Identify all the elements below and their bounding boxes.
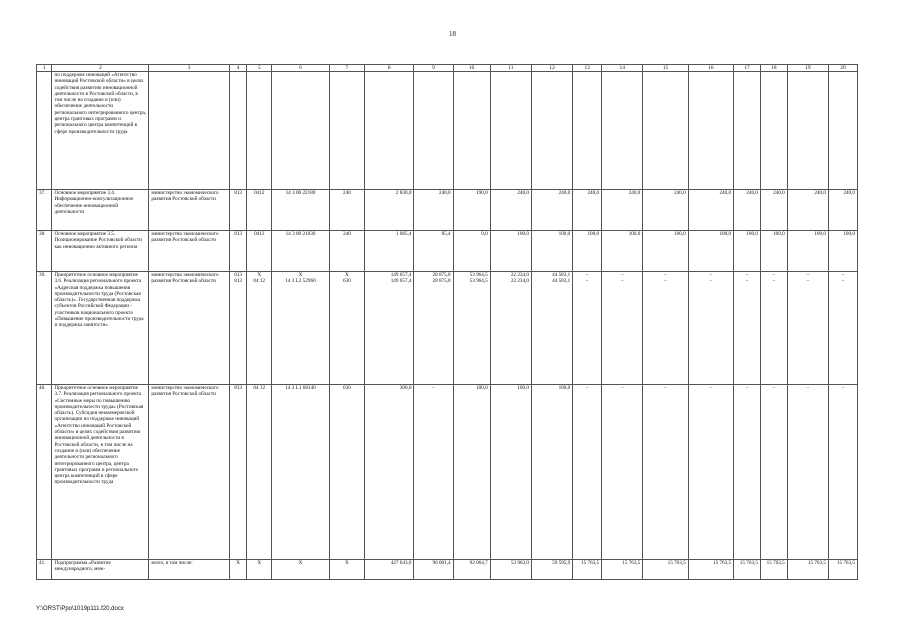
empty-cell <box>787 72 828 190</box>
column-number: 17 <box>734 65 761 72</box>
empty-cell <box>229 72 247 190</box>
code-value: 240 <box>343 190 351 196</box>
amount-value: – <box>432 385 435 391</box>
column-number: 20 <box>829 65 858 72</box>
code-value: 14 3 00 21030 <box>285 231 316 237</box>
code-value: X <box>236 560 240 566</box>
amount-value: – <box>709 272 713 278</box>
table-row <box>37 231 858 272</box>
row-number: 37. <box>37 190 52 231</box>
column-number: 9 <box>414 65 453 72</box>
code-c7 <box>329 560 364 580</box>
amount-value: – <box>709 385 713 391</box>
column-number: 5 <box>247 65 272 72</box>
empty-cell <box>272 72 330 190</box>
amount-cell <box>490 190 531 231</box>
amount-value: 240,0 <box>558 190 571 196</box>
empty-cell <box>149 72 229 190</box>
amount-value: – <box>772 385 776 391</box>
amount-value: 100,0 <box>773 231 785 237</box>
code-value: 0412 <box>254 231 265 237</box>
amount-cell <box>734 272 761 385</box>
code-value: 04 12 <box>253 278 266 285</box>
code-value: 240 <box>343 231 351 237</box>
code-c4 <box>229 272 247 385</box>
amount-cell <box>532 272 573 385</box>
code-value: 813 <box>234 190 242 196</box>
amount-cell <box>490 560 531 580</box>
budget-table <box>36 64 858 580</box>
amount-cell <box>414 385 453 560</box>
amount-cell <box>364 190 414 231</box>
column-number: 12 <box>532 65 573 72</box>
table-row <box>37 385 858 560</box>
amount-value: – <box>806 385 810 391</box>
empty-cell <box>247 72 272 190</box>
amount-cell <box>490 272 531 385</box>
amount-cell <box>573 272 602 385</box>
amount-cell <box>688 272 733 385</box>
amount-cell <box>643 190 688 231</box>
amount-value: 190,0 <box>476 190 488 196</box>
amount-value: 85,4 <box>441 231 451 237</box>
amount-value: 15 763,5 <box>580 560 600 566</box>
code-c4 <box>229 190 247 231</box>
amount-cell <box>829 231 858 272</box>
amount-cell <box>829 560 858 580</box>
amount-value: 240,0 <box>773 190 785 196</box>
column-number: 4 <box>229 65 247 72</box>
amount-cell <box>453 560 490 580</box>
amount-value: – <box>745 385 749 391</box>
amount-value: – <box>664 278 667 285</box>
column-number: 8 <box>364 65 414 72</box>
page-number: 18 <box>449 30 456 38</box>
amount-value: 240,0 <box>628 190 641 196</box>
amount-value: 15 763,5 <box>766 560 785 566</box>
amount-cell <box>643 560 688 580</box>
code-c6 <box>272 231 330 272</box>
row-name: Основное мероприятие 3.4. Информационно-консультационное обеспечение инновационной деятельности <box>52 190 149 231</box>
table-row <box>37 272 858 385</box>
amount-value: 100,0 <box>558 231 571 237</box>
amount-cell <box>573 190 602 231</box>
amount-value: 240,0 <box>746 190 758 196</box>
code-c6 <box>272 190 330 231</box>
code-c7 <box>329 385 364 560</box>
amount-value: 100,0 <box>746 231 758 237</box>
amount-value: 100,0 <box>558 385 571 391</box>
amount-value: 300,0 <box>399 385 412 391</box>
amount-value: 44 583,1 <box>552 272 571 278</box>
amount-cell <box>688 560 733 580</box>
amount-value: – <box>664 272 667 278</box>
amount-value: – <box>585 385 589 391</box>
amount-value: 240,0 <box>719 190 732 196</box>
row-executor: министерство экономического развития Ростовской области <box>149 385 229 560</box>
amount-cell <box>532 190 573 231</box>
row-name: Приоритетное основное мероприятие 3.6. Реализация регионального проекта «Адресная поддержка повышения производительности труда (Ростовская область)». Государственная поддержка субъектов Российской Федерации - участников национального проекта «Повышение производительности труда и поддержка занятости» <box>52 272 149 385</box>
amount-cell <box>760 385 787 560</box>
column-number: 13 <box>573 65 602 72</box>
empty-cell <box>760 72 787 190</box>
table-row <box>37 72 858 190</box>
code-value: 630 <box>343 385 351 391</box>
amount-cell <box>787 272 828 385</box>
amount-value: 100,0 <box>517 385 529 391</box>
amount-value: – <box>806 278 810 285</box>
amount-value: 28 875,8 <box>432 272 451 278</box>
amount-cell <box>787 190 828 231</box>
amount-cell <box>602 231 643 272</box>
row-name: Основное мероприятие 3.5. Позиционирование Ростовской области как инновационно активного региона <box>52 231 149 272</box>
amount-value: 149 657,4 <box>390 272 412 278</box>
code-c7 <box>329 190 364 231</box>
amount-cell <box>490 231 531 272</box>
empty-cell <box>829 72 858 190</box>
row-number: 40. <box>37 385 52 560</box>
amount-cell <box>453 231 490 272</box>
code-value: 14 3 00 22180 <box>285 190 316 196</box>
empty-cell <box>734 72 761 190</box>
amount-value: 100,0 <box>674 231 686 237</box>
amount-value: 15 763,5 <box>712 560 732 566</box>
amount-value: 240,0 <box>438 190 451 196</box>
code-c7 <box>329 272 364 385</box>
amount-cell <box>829 190 858 231</box>
amount-cell <box>734 385 761 560</box>
amount-value: – <box>772 278 776 285</box>
amount-cell <box>573 385 602 560</box>
code-c6 <box>272 560 330 580</box>
amount-value: 28 875,8 <box>432 278 451 285</box>
row-executor: министерство экономического развития Ростовской области <box>149 231 229 272</box>
amount-cell <box>364 385 414 560</box>
amount-cell <box>414 560 453 580</box>
column-number: 16 <box>688 65 733 72</box>
amount-value: 53 964,5 <box>469 272 488 278</box>
amount-cell <box>532 231 573 272</box>
empty-cell <box>37 72 52 190</box>
amount-cell <box>734 231 761 272</box>
row-name: по поддержке инноваций «Агентство инноваций Ростовской области» в целях содействия развитию инновационной деятельности в Ростовской области, в том числе на создание и (или) обеспечение деятельности регионального интегрированного центра, центра грантовых программ и регионального центра компетенций в сфере производительности труда <box>52 72 149 190</box>
code-value: 813 <box>234 278 242 285</box>
amount-cell <box>688 231 733 272</box>
amount-cell <box>734 190 761 231</box>
code-value: 14 3 L2 52960 <box>285 278 316 285</box>
row-executor: министерство экономического развития Ростовской области <box>149 272 229 385</box>
amount-value: 22 234,0 <box>510 272 529 278</box>
code-value: 0412 <box>254 190 265 196</box>
amount-value: – <box>709 278 713 285</box>
column-number: 18 <box>760 65 787 72</box>
column-number: 11 <box>490 65 531 72</box>
amount-cell <box>760 272 787 385</box>
code-value: 04 12 <box>253 385 266 391</box>
amount-cell <box>602 560 643 580</box>
amount-value: 15 763,5 <box>836 560 855 566</box>
amount-value: – <box>841 278 845 285</box>
empty-cell <box>688 72 733 190</box>
amount-value: 15 763,5 <box>622 560 641 566</box>
amount-value: 22 234,0 <box>510 278 529 285</box>
amount-value: – <box>772 272 776 278</box>
amount-cell <box>414 272 453 385</box>
amount-value: 92 064,7 <box>469 560 488 566</box>
amount-value: 240,0 <box>587 190 600 196</box>
amount-value: 15 763,5 <box>807 560 826 566</box>
code-value: 813 <box>234 231 242 237</box>
amount-value: 96 001,4 <box>432 560 451 566</box>
amount-cell <box>643 385 688 560</box>
row-executor: всего, в том числе: <box>149 560 229 580</box>
amount-value: 15 763,5 <box>739 560 758 566</box>
amount-cell <box>532 560 573 580</box>
amount-cell <box>829 385 858 560</box>
row-name: Подпрограмма «Развитие международного, меж- <box>52 560 149 580</box>
amount-value: – <box>806 272 810 278</box>
amount-value: 100,0 <box>628 231 641 237</box>
row-number: 41. <box>37 560 52 580</box>
amount-value: 53 964,5 <box>469 278 488 285</box>
amount-cell <box>760 560 787 580</box>
table-row <box>37 560 858 580</box>
code-c7 <box>329 231 364 272</box>
amount-value: 100,0 <box>843 231 855 237</box>
amount-cell <box>602 272 643 385</box>
code-c5 <box>247 385 272 560</box>
empty-cell <box>414 72 453 190</box>
column-number-row <box>37 65 858 72</box>
empty-cell <box>643 72 688 190</box>
amount-value: – <box>841 385 845 391</box>
amount-cell <box>602 190 643 231</box>
empty-cell <box>602 72 643 190</box>
row-number: 39. <box>37 272 52 385</box>
amount-cell <box>829 272 858 385</box>
amount-cell <box>453 190 490 231</box>
amount-cell <box>643 231 688 272</box>
amount-value: 100,0 <box>587 231 600 237</box>
column-number: 7 <box>329 65 364 72</box>
row-number: 38. <box>37 231 52 272</box>
empty-cell <box>364 72 414 190</box>
row-executor: министерство экономического развития Ростовской области <box>149 190 229 231</box>
amount-value: – <box>620 385 624 391</box>
amount-cell <box>364 272 414 385</box>
amount-cell <box>688 385 733 560</box>
amount-value: – <box>585 278 589 285</box>
amount-cell <box>414 231 453 272</box>
table-row <box>37 190 858 231</box>
code-value: X <box>345 560 349 566</box>
column-number: 14 <box>602 65 643 72</box>
code-c4 <box>229 385 247 560</box>
amount-value: 100,0 <box>476 385 488 391</box>
code-c5 <box>247 231 272 272</box>
code-value: 14 3 L1 68140 <box>285 385 316 391</box>
amount-cell <box>760 190 787 231</box>
column-number: 1 <box>37 65 52 72</box>
amount-cell <box>453 385 490 560</box>
code-c5 <box>247 272 272 385</box>
amount-cell <box>787 385 828 560</box>
code-c6 <box>272 272 330 385</box>
code-value: X <box>298 560 303 566</box>
amount-value: 1 085,4 <box>395 231 412 237</box>
amount-value: 53 963,0 <box>510 560 529 566</box>
amount-cell <box>787 560 828 580</box>
amount-value: – <box>745 278 749 285</box>
amount-value: 44 583,1 <box>552 278 571 285</box>
amount-value: 240,0 <box>814 190 826 196</box>
amount-value: 149 657,4 <box>390 278 412 285</box>
amount-cell <box>573 560 602 580</box>
amount-value: 2 830,0 <box>395 190 412 196</box>
amount-value: – <box>620 278 624 285</box>
amount-value: – <box>841 272 845 278</box>
code-c5 <box>247 190 272 231</box>
amount-cell <box>602 385 643 560</box>
amount-value: – <box>585 272 589 278</box>
empty-cell <box>490 72 531 190</box>
amount-cell <box>688 190 733 231</box>
amount-value: 15 763,5 <box>667 560 686 566</box>
column-number: 19 <box>787 65 828 72</box>
amount-value: 100,0 <box>719 231 732 237</box>
code-value: 813 <box>234 385 242 391</box>
code-value: 630 <box>343 278 351 285</box>
amount-cell <box>643 272 688 385</box>
column-number: 15 <box>643 65 688 72</box>
code-value: X <box>257 560 262 566</box>
amount-cell <box>414 190 453 231</box>
amount-cell <box>364 560 414 580</box>
amount-cell <box>573 231 602 272</box>
amount-cell <box>490 385 531 560</box>
empty-cell <box>573 72 602 190</box>
amount-value: 240,0 <box>674 190 686 196</box>
column-number: 10 <box>453 65 490 72</box>
amount-cell <box>787 231 828 272</box>
code-c4 <box>229 560 247 580</box>
code-c6 <box>272 385 330 560</box>
row-name: Приоритетное основное мероприятие 3.7. Реализация регионального проекта «Системные меры по повышению производительности труда» (Ростовская область). Субсидия некоммерческой организации по поддержке инноваций «Агентство инноваций Ростовской области» в целях содействия развитию инновационной деятельности в Ростовской области, в том числе на создание и (или) обеспечение деятельности регионального интегрированного центра, центра грантовых программ и регионального центра компетенций в сфере производительности труда <box>52 385 149 560</box>
amount-value: 100,0 <box>814 231 826 237</box>
column-number: 6 <box>272 65 330 72</box>
amount-value: 240,0 <box>843 190 855 196</box>
empty-cell <box>329 72 364 190</box>
amount-value: 0,0 <box>481 231 488 237</box>
amount-value: 240,0 <box>517 190 529 196</box>
amount-cell <box>734 560 761 580</box>
amount-value: – <box>745 272 749 278</box>
column-number: 2 <box>52 65 149 72</box>
amount-cell <box>532 385 573 560</box>
file-path: Y:\ORST\Ppo\1019p111.f20.docx <box>36 606 124 612</box>
code-c4 <box>229 231 247 272</box>
empty-cell <box>532 72 573 190</box>
code-c5 <box>247 560 272 580</box>
amount-value: 100,0 <box>517 231 529 237</box>
code-value: 813 <box>234 272 242 278</box>
code-value: X <box>257 272 262 278</box>
amount-value: – <box>620 272 624 278</box>
amount-value: 427 643,0 <box>390 560 412 566</box>
amount-value: 59 595,9 <box>552 560 571 566</box>
amount-value: – <box>664 385 667 391</box>
amount-cell <box>760 231 787 272</box>
code-value: X <box>345 272 349 278</box>
code-value: X <box>298 272 303 278</box>
amount-cell <box>453 272 490 385</box>
amount-cell <box>364 231 414 272</box>
column-number: 3 <box>149 65 229 72</box>
empty-cell <box>453 72 490 190</box>
